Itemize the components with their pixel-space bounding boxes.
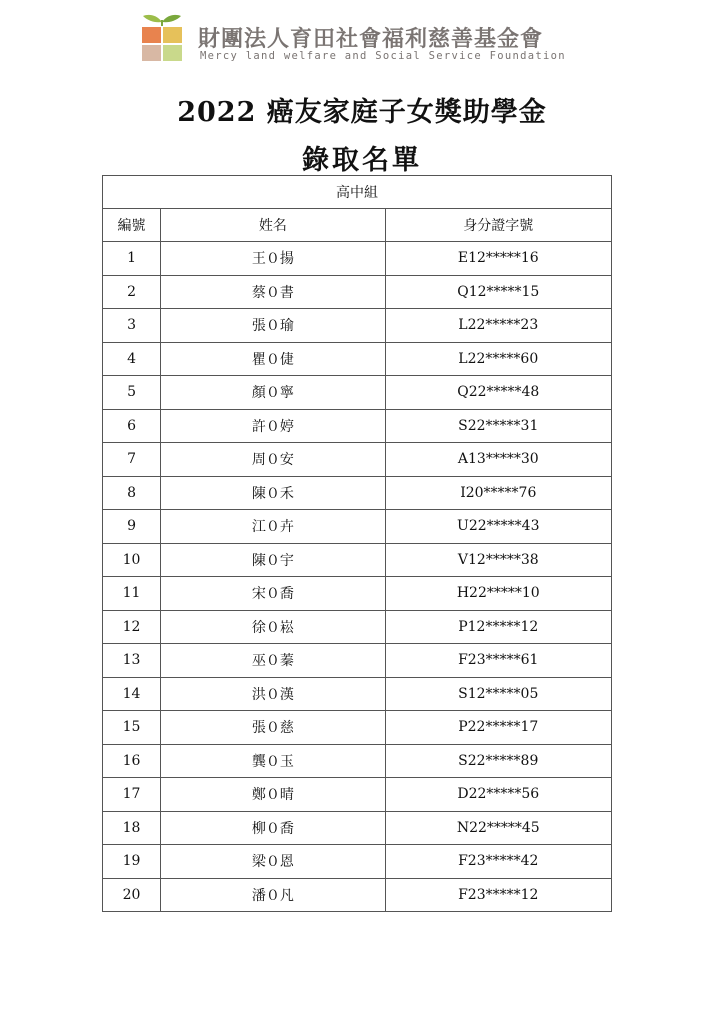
- document-subtitle: 錄取名單: [302, 145, 422, 176]
- sprout-blocks-logo-icon: [140, 12, 184, 62]
- row-number-cell: 6: [103, 409, 161, 443]
- row-number-cell: 9: [103, 510, 161, 544]
- id-number-cell: F23*****61: [385, 644, 611, 678]
- table-row: [103, 711, 612, 745]
- student-name-cell: 王０揚: [161, 242, 385, 276]
- foundation-header: [140, 12, 590, 64]
- id-number-cell: S12*****05: [385, 677, 611, 711]
- student-name-cell: 梁０恩: [161, 845, 385, 879]
- student-name-cell: 江０卉: [161, 510, 385, 544]
- id-number-cell: F23*****12: [385, 878, 611, 912]
- id-number-cell: L22*****60: [385, 342, 611, 376]
- org-name-chinese: 財團法人育田社會福利慈善基金會: [198, 27, 544, 52]
- student-name-cell: 柳０喬: [161, 811, 385, 845]
- row-number-cell: 12: [103, 610, 161, 644]
- id-number-cell: H22*****10: [385, 577, 611, 611]
- id-number-cell: Q22*****48: [385, 376, 611, 410]
- student-name-cell: 許０婷: [161, 409, 385, 443]
- row-number-cell: 11: [103, 577, 161, 611]
- row-number-cell: 20: [103, 878, 161, 912]
- id-number-cell: I20*****76: [385, 476, 611, 510]
- table-row: [103, 644, 612, 678]
- row-number-cell: 2: [103, 275, 161, 309]
- table-row: [103, 543, 612, 577]
- student-name-cell: 徐０崧: [161, 610, 385, 644]
- group-header-row: [103, 176, 612, 209]
- student-name-cell: 洪０漢: [161, 677, 385, 711]
- id-number-cell: A13*****30: [385, 443, 611, 477]
- table-row: [103, 577, 612, 611]
- student-name-cell: 陳０宇: [161, 543, 385, 577]
- table-row: [103, 677, 612, 711]
- table-row: [103, 242, 612, 276]
- row-number-cell: 1: [103, 242, 161, 276]
- student-name-cell: 宋０喬: [161, 577, 385, 611]
- id-number-cell: P12*****12: [385, 610, 611, 644]
- student-name-cell: 龔０玉: [161, 744, 385, 778]
- row-number-cell: 10: [103, 543, 161, 577]
- table-row: [103, 845, 612, 879]
- id-number-cell: L22*****23: [385, 309, 611, 343]
- table-row: [103, 342, 612, 376]
- row-number-cell: 17: [103, 778, 161, 812]
- student-name-cell: 蔡０書: [161, 275, 385, 309]
- table-row: [103, 744, 612, 778]
- id-number-cell: S22*****89: [385, 744, 611, 778]
- row-number-cell: 15: [103, 711, 161, 745]
- group-label: 高中組: [103, 176, 612, 209]
- id-number-cell: F23*****42: [385, 845, 611, 879]
- student-name-cell: 瞿０倢: [161, 342, 385, 376]
- row-number-cell: 14: [103, 677, 161, 711]
- row-number-cell: 7: [103, 443, 161, 477]
- student-name-cell: 鄭０晴: [161, 778, 385, 812]
- column-header-number: 編號: [103, 209, 161, 242]
- table-row: [103, 275, 612, 309]
- column-header-name: 姓名: [161, 209, 385, 242]
- table-row: [103, 443, 612, 477]
- id-number-cell: N22*****45: [385, 811, 611, 845]
- table-row: [103, 409, 612, 443]
- column-header-row: [103, 209, 612, 242]
- table-row: [103, 778, 612, 812]
- student-name-cell: 周０安: [161, 443, 385, 477]
- student-name-cell: 巫０蓁: [161, 644, 385, 678]
- student-name-cell: 張０慈: [161, 711, 385, 745]
- row-number-cell: 8: [103, 476, 161, 510]
- id-number-cell: S22*****31: [385, 409, 611, 443]
- student-name-cell: 張０瑜: [161, 309, 385, 343]
- table-row: [103, 610, 612, 644]
- document-title: 2022 癌友家庭子女獎助學金: [177, 97, 547, 128]
- row-number-cell: 13: [103, 644, 161, 678]
- id-number-cell: V12*****38: [385, 543, 611, 577]
- column-header-id: 身分證字號: [385, 209, 611, 242]
- row-number-cell: 16: [103, 744, 161, 778]
- id-number-cell: D22*****56: [385, 778, 611, 812]
- student-name-cell: 陳０禾: [161, 476, 385, 510]
- table-row: [103, 476, 612, 510]
- id-number-cell: E12*****16: [385, 242, 611, 276]
- row-number-cell: 3: [103, 309, 161, 343]
- row-number-cell: 4: [103, 342, 161, 376]
- row-number-cell: 19: [103, 845, 161, 879]
- id-number-cell: P22*****17: [385, 711, 611, 745]
- admission-list-table: [102, 175, 612, 912]
- table-row: [103, 309, 612, 343]
- table-row: [103, 878, 612, 912]
- id-number-cell: Q12*****15: [385, 275, 611, 309]
- row-number-cell: 18: [103, 811, 161, 845]
- org-name-english: Mercy land welfare and Social Service Foundation: [200, 50, 566, 62]
- student-name-cell: 顏０寧: [161, 376, 385, 410]
- row-number-cell: 5: [103, 376, 161, 410]
- table-row: [103, 811, 612, 845]
- id-number-cell: U22*****43: [385, 510, 611, 544]
- table-row: [103, 376, 612, 410]
- student-name-cell: 潘０凡: [161, 878, 385, 912]
- table-row: [103, 510, 612, 544]
